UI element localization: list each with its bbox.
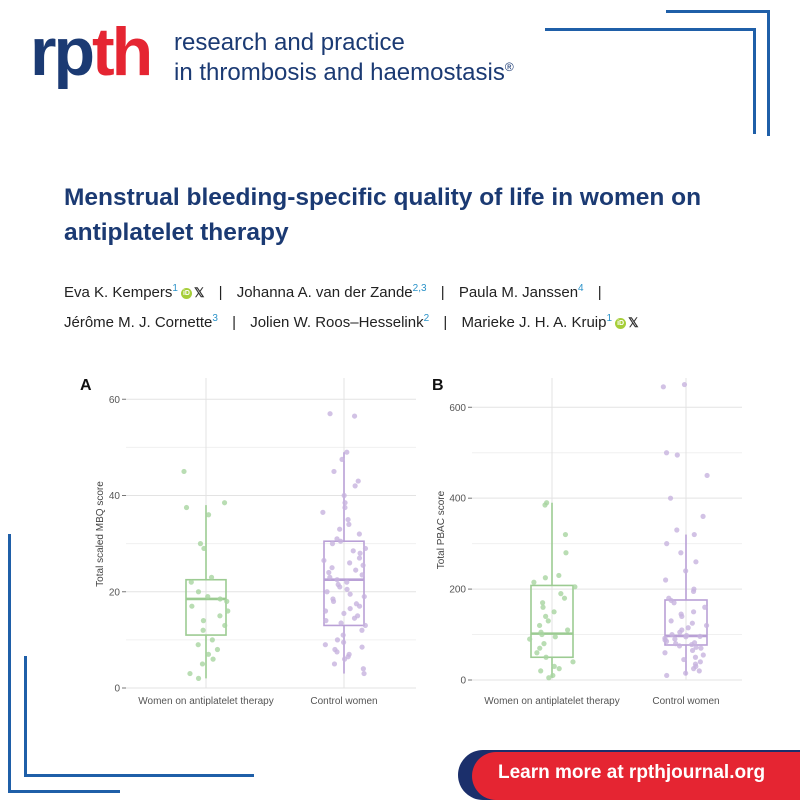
panel-label: B (432, 377, 444, 394)
data-point (664, 639, 669, 644)
data-point (543, 614, 548, 619)
data-point (664, 673, 669, 678)
data-point (689, 642, 694, 647)
y-tick-label: 0 (460, 675, 466, 687)
data-point (671, 600, 676, 605)
author-name: Paula M. Janssen (458, 284, 579, 301)
orcid-icon[interactable]: iD (182, 289, 190, 297)
data-point (347, 560, 352, 565)
author-name: Marieke J. H. A. Kruip (461, 314, 607, 332)
data-point (206, 652, 211, 657)
author-list (64, 276, 764, 336)
x-social-icon[interactable]: 𝕏 (628, 315, 639, 331)
y-axis-title: Total scaled MBQ score (95, 481, 106, 587)
data-point (330, 541, 335, 546)
data-point (201, 628, 206, 633)
data-point (335, 637, 340, 642)
data-point (534, 650, 539, 655)
data-point (363, 546, 368, 551)
data-point (327, 575, 332, 580)
data-point (337, 584, 342, 589)
data-point (181, 469, 186, 474)
data-point (681, 657, 686, 662)
data-point (361, 666, 366, 671)
data-point (359, 644, 364, 649)
data-point (209, 575, 214, 580)
data-point (217, 613, 222, 618)
data-point (556, 573, 561, 578)
y-tick-label: 20 (108, 587, 120, 599)
data-point (704, 473, 709, 478)
orcid-icon[interactable]: iD (617, 319, 625, 327)
logo-acronym (30, 14, 151, 90)
y-tick-label: 60 (108, 394, 120, 406)
data-point (331, 599, 336, 604)
data-point (683, 671, 688, 676)
data-point (344, 450, 349, 455)
data-point (338, 539, 343, 544)
author-separator: | (440, 284, 445, 301)
data-point (674, 527, 679, 532)
data-point (360, 563, 365, 568)
data-point (690, 648, 695, 653)
data-point (542, 502, 547, 507)
data-point (540, 605, 545, 610)
data-point (527, 636, 532, 641)
data-point (334, 649, 339, 654)
frame-bottom-left-h (8, 790, 120, 793)
data-point (663, 577, 668, 582)
data-point (543, 575, 548, 580)
logo-acronym-rp: rp (30, 14, 92, 90)
frame-bottom-left-h2 (24, 774, 254, 777)
data-point (562, 596, 567, 601)
data-point (356, 478, 361, 483)
x-social-icon[interactable]: 𝕏 (193, 285, 205, 301)
data-point (543, 655, 548, 660)
logo-acronym-th: th (92, 14, 151, 90)
data-point (210, 637, 215, 642)
data-point (690, 621, 695, 626)
author-separator: | (218, 284, 223, 301)
data-point (184, 505, 189, 510)
data-point (224, 599, 229, 604)
data-point (348, 606, 353, 611)
data-point (222, 500, 227, 505)
data-point (357, 531, 362, 536)
data-point (222, 623, 227, 628)
data-point (538, 668, 543, 673)
data-point (200, 661, 205, 666)
data-point (541, 641, 546, 646)
data-point (558, 591, 563, 596)
data-point (553, 634, 558, 639)
author-affiliation: 1 (172, 283, 178, 294)
data-point (362, 594, 367, 599)
data-point (353, 567, 358, 572)
data-point (323, 608, 328, 613)
data-point (557, 666, 562, 671)
data-point (323, 642, 328, 647)
author-affiliation: 2,3 (412, 283, 427, 294)
x-category-label: Women on antiplatelet therapy (484, 696, 620, 707)
data-point (563, 532, 568, 537)
logo-wordmark (174, 31, 514, 85)
data-point (342, 657, 347, 662)
author-name: Jérôme M. J. Cornette (64, 314, 213, 332)
x-category-label: Control women (652, 696, 720, 707)
data-point (546, 675, 551, 680)
data-point (691, 609, 696, 614)
data-point (669, 618, 674, 623)
author-name: Johanna A. van der Zande (236, 284, 413, 301)
data-point (359, 628, 364, 633)
data-point (664, 450, 669, 455)
y-tick-label: 200 (449, 584, 466, 596)
data-point (335, 577, 340, 582)
data-point (320, 510, 325, 515)
data-point (683, 568, 688, 573)
data-point (697, 634, 702, 639)
data-point (324, 589, 329, 594)
figure-boxplots (0, 360, 800, 720)
x-category-label: Women on antiplatelet therapy (138, 696, 274, 707)
data-point (672, 636, 677, 641)
paper-title: Menstrual bleeding-specific quality of life in women on antiplatelet therapy (64, 184, 702, 246)
data-point (210, 657, 215, 662)
data-point (218, 596, 223, 601)
data-point (342, 505, 347, 510)
data-point (531, 580, 536, 585)
data-point (344, 580, 349, 585)
data-point (552, 664, 557, 669)
data-point (700, 514, 705, 519)
data-point (537, 623, 542, 628)
author-affiliation: 3 (212, 313, 218, 325)
data-point (332, 661, 337, 666)
data-point (704, 623, 709, 628)
data-point (570, 659, 575, 664)
learn-more-link[interactable]: Learn more at rpthjournal.org (498, 762, 766, 783)
data-point (682, 382, 687, 387)
y-tick-label: 40 (108, 491, 120, 502)
data-point (361, 671, 366, 676)
author-affiliation: 1 (606, 313, 613, 325)
data-point (352, 616, 357, 621)
data-point (201, 546, 206, 551)
data-point (331, 469, 336, 474)
frame-top-right-v2 (767, 10, 770, 136)
data-point (357, 551, 362, 556)
author-name: Jolien W. Roos–Hesselink (250, 314, 424, 332)
data-point (321, 558, 326, 563)
data-point (329, 565, 334, 570)
data-point (351, 548, 356, 553)
data-point (342, 493, 347, 498)
data-point (346, 522, 351, 527)
data-point (675, 452, 680, 457)
logo-line-2 (174, 55, 514, 85)
data-point (662, 650, 667, 655)
data-point (691, 589, 696, 594)
data-point (353, 483, 358, 488)
author-affiliation: 2 (423, 313, 430, 325)
y-tick-label: 600 (449, 402, 466, 414)
y-axis-title: Total PBAC score (436, 490, 447, 570)
data-point (326, 570, 331, 575)
registered-mark: ® (504, 60, 514, 74)
data-point (201, 618, 206, 623)
data-point (187, 671, 192, 676)
y-tick-label: 0 (114, 683, 120, 695)
frame-top-right-v (753, 28, 756, 134)
data-point (337, 527, 342, 532)
data-point (677, 643, 682, 648)
data-point (196, 642, 201, 647)
data-point (196, 676, 201, 681)
data-point (206, 512, 211, 517)
data-point (357, 604, 362, 609)
data-point (691, 666, 696, 671)
data-point (698, 659, 703, 664)
data-point (196, 589, 201, 594)
data-point (698, 646, 703, 651)
author-name: Eva K. Kempers (64, 284, 173, 301)
panel-label: A (80, 377, 92, 394)
data-point (668, 496, 673, 501)
data-point (693, 655, 698, 660)
data-point (345, 517, 350, 522)
logo-line-1: research and practice (174, 29, 405, 56)
data-point (661, 384, 666, 389)
data-point (540, 600, 545, 605)
data-point (348, 592, 353, 597)
data-point (686, 625, 691, 630)
author-affiliation: 4 (578, 283, 584, 294)
data-point (572, 584, 577, 589)
data-point (215, 647, 220, 652)
data-point (551, 609, 556, 614)
data-point (669, 632, 674, 637)
learn-more-banner[interactable] (458, 742, 800, 800)
data-point (339, 457, 344, 462)
data-point (701, 652, 706, 657)
data-point (323, 618, 328, 623)
logo-line-2-text: in thrombosis and haemostasis (174, 59, 505, 86)
data-point (341, 632, 346, 637)
x-category-label: Control women (310, 696, 378, 707)
data-point (539, 632, 544, 637)
data-point (664, 541, 669, 546)
data-point (357, 555, 362, 560)
data-point (702, 605, 707, 610)
data-point (189, 604, 194, 609)
data-point (338, 620, 343, 625)
author-line-1 (64, 276, 764, 306)
data-point (692, 532, 697, 537)
data-point (683, 634, 688, 639)
author-separator: | (597, 284, 602, 301)
data-point (677, 630, 682, 635)
data-point (565, 627, 570, 632)
data-point (342, 500, 347, 505)
author-separator: | (232, 314, 237, 332)
data-point (678, 550, 683, 555)
data-point (225, 608, 230, 613)
data-point (537, 646, 542, 651)
data-point (352, 413, 357, 418)
data-point (341, 640, 346, 645)
frame-top-right-h (545, 28, 755, 31)
data-point (360, 572, 365, 577)
data-point (679, 614, 684, 619)
data-point (546, 618, 551, 623)
data-point (341, 611, 346, 616)
data-point (344, 587, 349, 592)
data-point (205, 594, 210, 599)
data-point (693, 559, 698, 564)
y-tick-label: 400 (449, 493, 466, 505)
data-point (327, 411, 332, 416)
data-point (363, 623, 368, 628)
data-point (697, 668, 702, 673)
frame-top-right-h2 (666, 10, 770, 13)
author-line-2 (64, 306, 764, 336)
author-separator: | (443, 314, 448, 332)
data-point (189, 580, 194, 585)
data-point (198, 541, 203, 546)
data-point (563, 550, 568, 555)
